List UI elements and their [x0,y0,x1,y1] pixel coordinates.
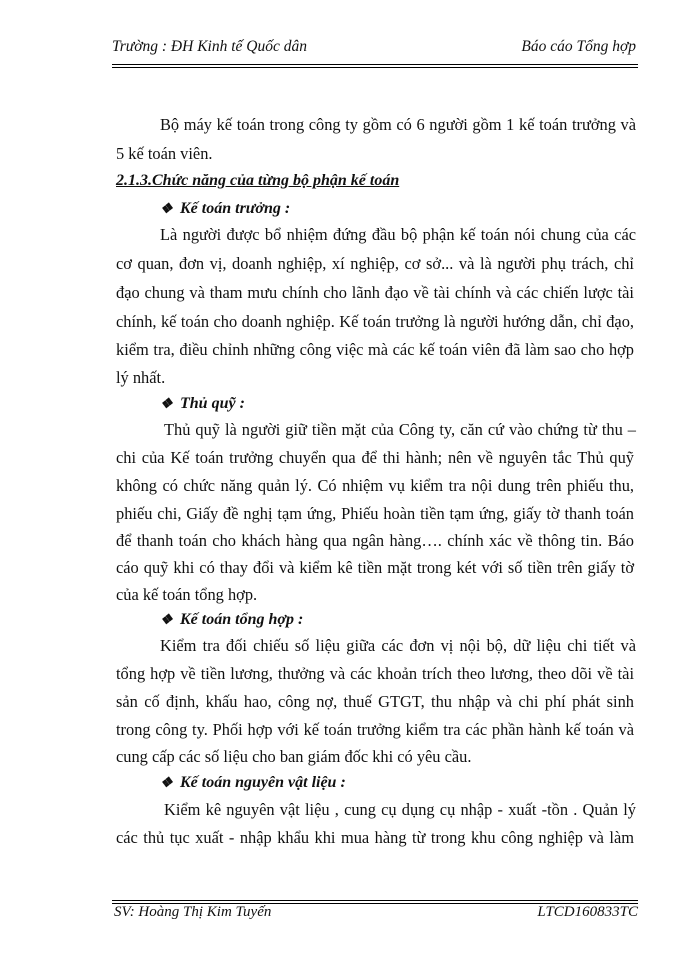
role-title: Kế toán nguyên vật liệu : [180,774,346,791]
diamond-bullet-icon: ❖ [160,776,173,791]
diamond-bullet-icon: ❖ [160,202,173,217]
paragraph-line: không có chức năng quản lý. Có nhiệm vụ kiểm tra nội dung trên phiếu thu, [116,476,634,495]
paragraph-line: Là người được bổ nhiệm đứng đầu bộ phận kế toán nói chung của các [160,225,636,244]
role-heading [160,610,678,630]
intro-line: Bộ máy kế toán trong công ty gồm có 6 người gồm 1 kế toán trưởng và [160,115,636,134]
role-heading [160,394,678,414]
role-title: Kế toán trưởng : [180,200,291,217]
role-heading [160,773,678,793]
header-rule [112,64,638,65]
footer-rule-thin [112,900,638,901]
paragraph-line: chi của Kế toán trưởng chuyển qua để thi hành; nên về nguyên tắc Thủ quỹ [116,448,634,467]
paragraph-line: lý nhất. [116,368,166,387]
footer-student-name: SV: Hoàng Thị Kim Tuyến [114,904,272,920]
paragraph-line: để thanh toán cho khách hàng qua ngân hàng…. chính xác về thông tin. Báo [116,531,634,550]
paragraph-line: cơ quan, đơn vị, doanh nghiệp, xí nghiệp, cơ sở... và là người phụ trách, chỉ [116,254,634,273]
section-heading: 2.1.3.Chức năng của từng bộ phận kế toán [116,172,400,189]
footer-student-id: LTCD160833TC [537,904,638,920]
paragraph-line: Kiểm kê nguyên vật liệu , cung cụ dụng cụ nhập - xuất -tồn . Quản lý [164,800,636,819]
paragraph-line: các thủ tục xuất - nhập khẩu khi mua hàng từ trong khu công nghiệp và làm [116,828,634,847]
header-report-title: Báo cáo Tổng hợp [521,38,636,55]
paragraph-line: cung cấp các số liệu cho ban giám đốc khi có yêu cầu. [116,747,472,766]
paragraph-line: cáo quỹ khi có thay đổi và kiểm kê tiền mặt trong két với số tiền trên giấy tờ [116,558,634,577]
paragraph-line: Kiểm tra đối chiếu số liệu giữa các đơn vị nội bộ, dữ liệu chi tiết và [160,636,636,655]
intro-line: 5 kế toán viên. [116,144,213,163]
paragraph-line: tổng hợp về tiền lương, thưởng và các khoản trích theo lương, theo dõi về tài [116,664,634,683]
paragraph-line: sản cố định, khấu hao, công nợ, thuế GTGT, thu nhập và chi phí phát sinh [116,692,634,711]
paragraph-line: phiếu chi, Giấy đề nghị tạm ứng, Phiếu hoàn tiền tạm ứng, giấy tờ thanh toán [116,504,634,523]
paragraph-line: đạo chung và tham mưu chính cho lãnh đạo về tài chính và các chiến lược tài [116,283,634,302]
header-rule-thin [112,67,638,68]
paragraph-line: Thủ quỹ là người giữ tiền mặt của Công ty, căn cứ vào chứng từ thu – [164,420,636,439]
paragraph-line: trong công ty. Phối hợp với kế toán trưởng kiểm tra các phần hành kế toán và [116,720,634,739]
role-title: Kế toán tổng hợp : [180,611,304,628]
header-school: Trường : ĐH Kinh tế Quốc dân [112,38,307,55]
paragraph-line: kiểm tra, điều chỉnh những công việc mà các kế toán viên đã làm sao cho hợp [116,340,634,359]
role-heading [160,199,678,219]
role-title: Thủ quỹ : [180,395,245,412]
paragraph-line: của kế toán tổng hợp. [116,585,258,604]
diamond-bullet-icon: ❖ [160,613,173,628]
diamond-bullet-icon: ❖ [160,397,173,412]
paragraph-line: chính, kế toán cho doanh nghiệp. Kế toán trưởng là người hướng dẫn, chỉ đạo, [116,312,634,331]
